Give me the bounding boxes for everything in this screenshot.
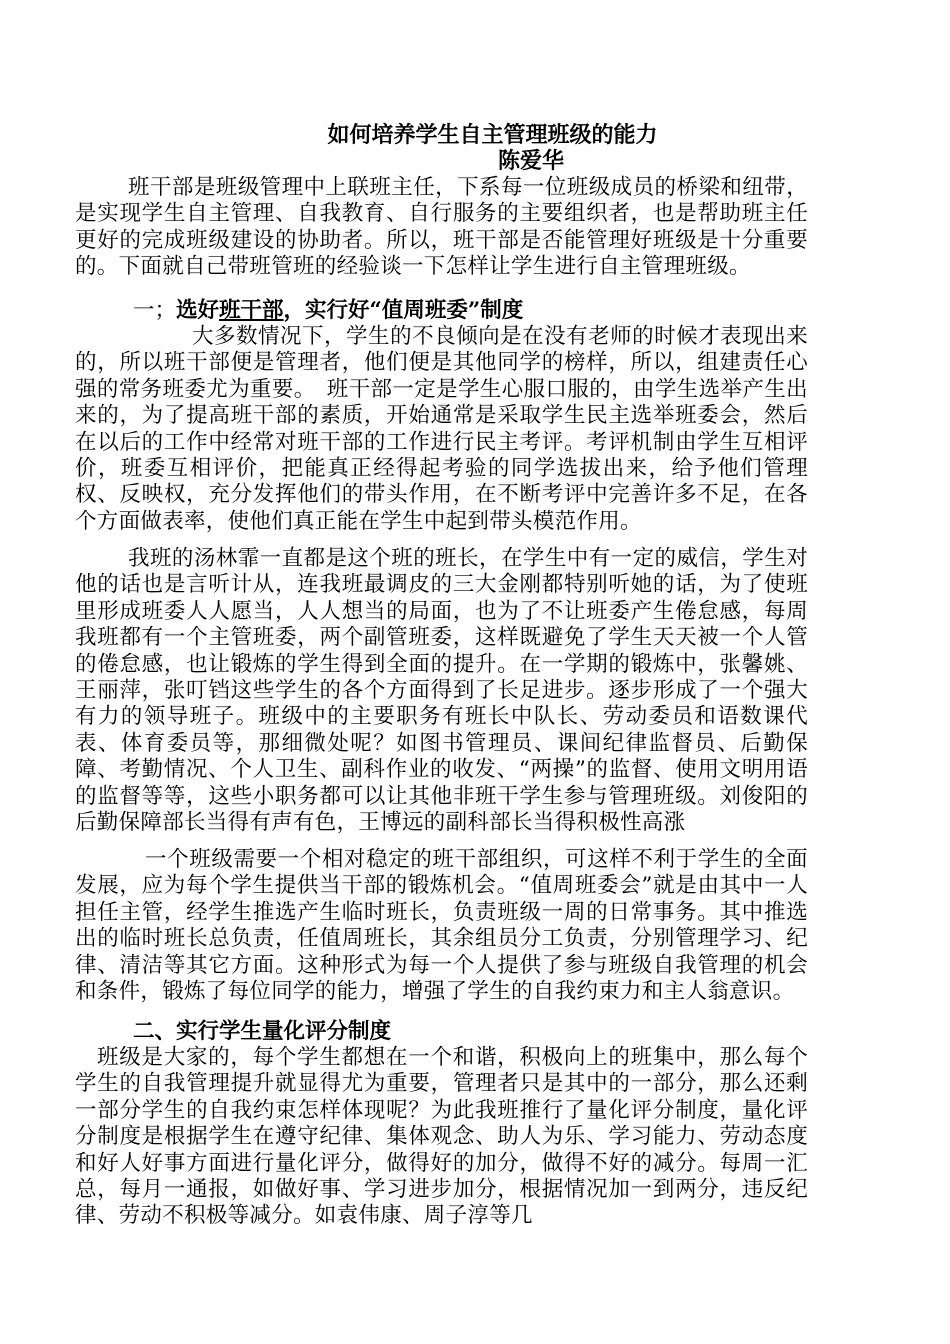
section1-heading (133, 298, 523, 324)
section1-paragraph-1: 大多数情况下，学生的不良倾向是在没有老师的时候才表现出来的，所以班干部便是管理者，他们便是其他同学的榜样，所以，组建责任心强的常务班委尤为重要。 班干部一定是学生心服口服的，由学生选举产生出来的，为了提高班干部的素质，开始通常是采取学生民主选举班委会，然后在以后的工作中经常对班干部的工作进行民主考评。考评机制由学生互相评价，班委互相评价，把能真正经得起考验的同学选拔出来，给予他们管理权、反映权，充分发挥他们的带头作用，在不断考评中完善许多不足，在各个方面做表率，使他们真正能在学生中起到带头模范作用。 (75, 324, 808, 534)
intro-paragraph: 班干部是班级管理中上联班主任，下系每一位班级成员的桥梁和纽带，是实现学生自主管理、自我教育、自行服务的主要组织者，也是帮助班主任更好的完成班级建设的协助者。所以，班干部是否能管理好班级是十分重要的。下面就自己带班管班的经验谈一下怎样让学生进行自主管理班级。 (75, 175, 808, 280)
section2-paragraph-1: 班级是大家的，每个学生都想在一个和谐，积极向上的班集中，那么每个学生的自我管理提升就显得尤为重要，管理者只是其中的一部分，那么还剩一部分学生的自我约束怎样体现呢？为此我班推行了量化评分制度，量化评分制度是根据学生在遵守纪律、集体观念、助人为乐、学习能力、劳动态度和好人好事方面进行量化评分，做得好的加分，做得不好的减分。每周一汇总，每月一通报，如做好事、学习进步加分，根据情况加一到两分，违反纪律、劳动不积极等减分。如袁伟康、周子淳等几 (75, 1045, 808, 1229)
section1-number: 一； (133, 298, 177, 323)
document-author: 陈爱华 (498, 148, 565, 174)
section1-paragraph-3: 一个班级需要一个相对稳定的班干部组织，可这样不利于学生的全面发展，应为每个学生提供当干部的锻炼机会。“值周班委会”就是由其中一人担任主管，经学生推选产生临时班长，负责班级一周的日常事务。其中推选出的临时班长总负责，任值周班长，其余组员分工负责，分别管理学习、纪律、清洁等其它方面。这种形式为每一个人提供了参与班级自我管理的机会和条件，锻炼了每位同学的能力，增强了学生的自我约束力和主人翁意识。 (75, 847, 808, 1005)
section1-paragraph-2: 我班的汤林霏一直都是这个班的班长，在学生中有一定的威信，学生对他的话也是言听计从，连我班最调皮的三大金刚都特别听她的话，为了使班里形成班委人人愿当，人人想当的局面，也为了不让班委产生倦怠感，每周我班都有一个主管班委，两个副管班委，这样既避免了学生天天被一个人管的倦怠感，也让锻炼的学生得到全面的提升。在一学期的锻炼中，张馨姚、王丽萍，张叮铛这些学生的各个方面得到了长足进步。逐步形成了一个强大有力的领导班子。班级中的主要职务有班长中队长、劳动委员和语数课代表、体育委员等，那细微处呢？如图书管理员、课间纪律监督员、后勤保障、考勤情况、个人卫生、副科作业的收发、“两操”的监督、使用文明用语的监督等等，这些小职务都可以让其他非班干学生参与管理班级。刘俊阳的后勤保障部长当得有声有色，王博远的副科部长当得积极性高涨 (75, 546, 808, 836)
section1-heading-post: ，实行好“值周班委”制度 (283, 298, 524, 323)
section2-heading: 二、实行学生量化评分制度 (133, 1019, 392, 1044)
section1-heading-pre: 选好 (176, 298, 220, 323)
section1-heading-underlined: 班干部 (219, 298, 284, 323)
document-title: 如何培养学生自主管理班级的能力 (327, 122, 658, 148)
